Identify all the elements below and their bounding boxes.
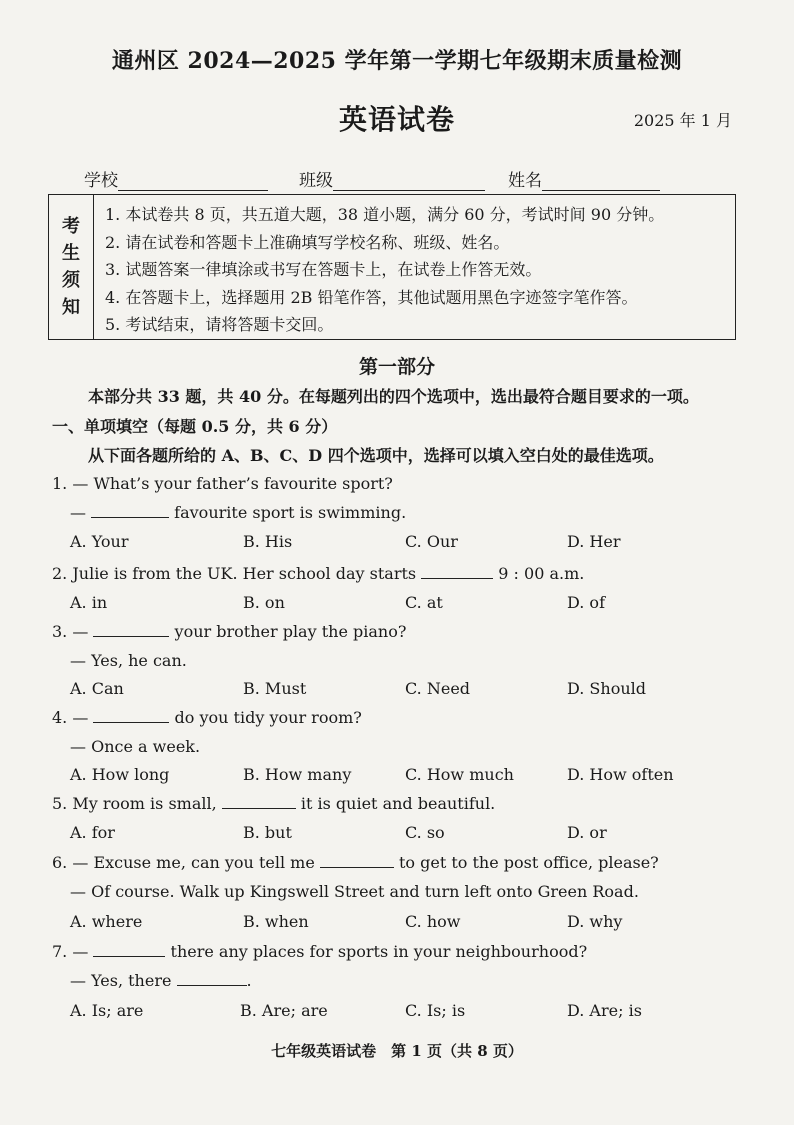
option-c[interactable]: C. how — [405, 912, 461, 931]
answer-blank[interactable] — [93, 708, 169, 723]
answer-blank[interactable] — [93, 942, 165, 957]
option-a[interactable]: A. Is; are — [70, 1001, 144, 1020]
option-b[interactable]: B. on — [243, 593, 285, 612]
option-c[interactable]: C. How much — [405, 765, 514, 784]
option-c[interactable]: C. Need — [405, 679, 471, 698]
option-a[interactable]: A. for — [70, 823, 115, 842]
name-blank — [542, 174, 660, 191]
option-d[interactable]: D. why — [567, 912, 623, 931]
part-title: 第一部分 — [358, 356, 435, 378]
school-blank — [118, 174, 268, 191]
class-blank — [333, 174, 485, 191]
answer-blank[interactable] — [177, 971, 247, 986]
notice-item: 5. 考试结束，请将答题卡交回。 — [105, 315, 334, 334]
option-a[interactable]: A. Can — [70, 679, 124, 698]
part-description: 本部分共 33 题，共 40 分。在每题列出的四个选项中，选出最符合题目要求的一项。 — [88, 387, 699, 406]
option-d[interactable]: D. Should — [567, 679, 646, 698]
question-7-reply: — Yes, there . — [70, 971, 252, 990]
option-c[interactable]: C. Our — [405, 532, 458, 551]
option-b[interactable]: B. but — [243, 823, 292, 842]
option-d[interactable]: D. of — [567, 593, 605, 612]
class-field[interactable] — [299, 166, 485, 191]
notice-item: 3. 试题答案一律填涂或书写在答题卡上，在试卷上作答无效。 — [105, 260, 542, 279]
answer-blank[interactable] — [91, 503, 169, 518]
option-b[interactable]: B. Are; are — [240, 1001, 328, 1020]
option-a[interactable]: A. Your — [70, 532, 129, 551]
question-1-reply: — favourite sport is swimming. — [70, 503, 407, 522]
option-d[interactable]: D. How often — [567, 765, 674, 784]
notice-item: 2. 请在试卷和答题卡上准确填写学校名称、班级、姓名。 — [105, 232, 510, 252]
question-2-stem: 2. Julie is from the UK. Her school day starts 9 : 00 a.m. — [52, 564, 585, 583]
answer-blank[interactable] — [421, 564, 493, 579]
option-d[interactable]: D. or — [567, 823, 607, 842]
school-field[interactable] — [84, 166, 268, 191]
question-7-stem: 7. — there any places for sports in your neighbourhood? — [52, 942, 588, 961]
question-6-reply: — Of course. Walk up Kingswell Street and turn left onto Green Road. — [70, 882, 639, 901]
question-4-stem: 4. — do you tidy your room? — [52, 708, 362, 727]
page-footer: 七年级英语试卷 第 1 页（共 8 页） — [271, 1042, 523, 1060]
option-b[interactable]: B. Must — [243, 679, 307, 698]
notice-side-label: 考 生 须 知 — [49, 195, 94, 339]
option-c[interactable]: C. so — [405, 823, 445, 842]
question-3-reply: — Yes, he can. — [70, 651, 187, 670]
exam-notice-box — [48, 194, 736, 340]
option-c[interactable]: C. Is; is — [405, 1001, 466, 1020]
option-d[interactable]: D. Are; is — [567, 1001, 642, 1020]
option-c[interactable]: C. at — [405, 593, 443, 612]
option-a[interactable]: A. How long — [70, 765, 170, 784]
notice-item: 4. 在答题卡上，选择题用 2B 铅笔作答，其他试题用黑色字迹签字笔作答。 — [105, 287, 638, 307]
answer-blank[interactable] — [93, 622, 169, 637]
name-field[interactable] — [508, 166, 660, 191]
question-3-stem: 3. — your brother play the piano? — [52, 622, 407, 641]
notice-item: 1. 本试卷共 8 页，共五道大题，38 道小题，满分 60 分，考试时间 90 分钟。 — [105, 205, 665, 224]
answer-blank[interactable] — [222, 794, 296, 809]
option-b[interactable]: B. when — [243, 912, 309, 931]
school-label: 学校 — [84, 171, 118, 191]
student-info-fields — [84, 166, 724, 194]
name-label: 姓名 — [508, 171, 542, 191]
section-title: 一、单项填空（每题 0.5 分，共 6 分） — [52, 417, 338, 436]
question-1-stem: 1. — What’s your father’s favourite sport? — [52, 474, 393, 493]
option-b[interactable]: B. How many — [243, 765, 352, 784]
exam-date: 2025 年 1 月 — [633, 111, 732, 130]
option-a[interactable]: A. in — [70, 593, 108, 612]
question-4-reply: — Once a week. — [70, 737, 201, 756]
question-5-stem: 5. My room is small, it is quiet and beautiful. — [52, 794, 496, 813]
option-d[interactable]: D. Her — [567, 532, 621, 551]
option-a[interactable]: A. where — [70, 912, 143, 931]
notice-list — [105, 201, 725, 339]
section-instruction: 从下面各题所给的 A、B、C、D 四个选项中，选择可以填入空白处的最佳选项。 — [88, 446, 664, 465]
subject-title: 英语试卷 — [338, 103, 455, 136]
answer-blank[interactable] — [320, 853, 394, 868]
exam-title: 通州区 2024—2025 学年第一学期七年级期末质量检测 — [111, 48, 683, 74]
question-6-stem: 6. — Excuse me, can you tell me to get to the post office, please? — [52, 853, 659, 872]
option-b[interactable]: B. His — [243, 532, 293, 551]
class-label: 班级 — [299, 171, 333, 191]
